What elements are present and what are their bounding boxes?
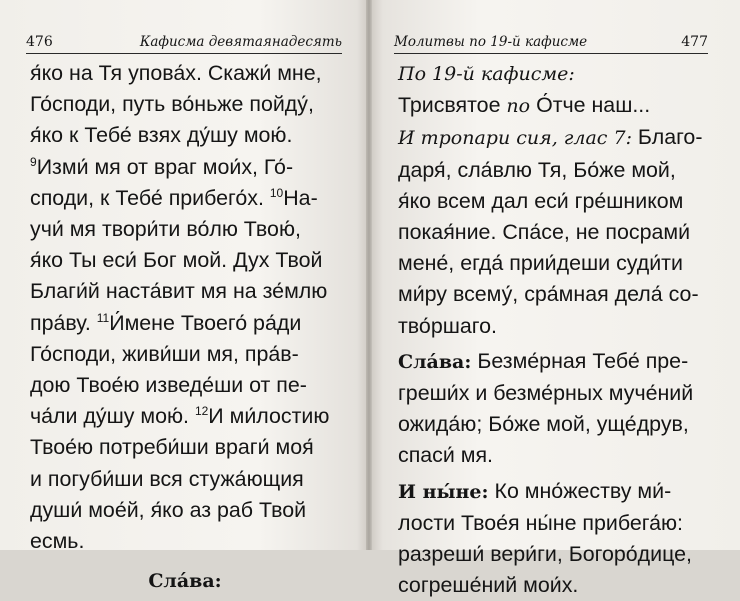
- verse-number: 11: [96, 310, 110, 325]
- now-line: И ны́не: Ко мно́жеству ми́-: [398, 478, 672, 503]
- text-line: Благи́й наста́вит мя на зе́млю: [30, 279, 328, 304]
- troparion-heading: И тропари сия, глас 7: Благо-: [398, 125, 703, 150]
- verse-number: 10: [269, 185, 284, 200]
- text-line: я́ко Ты еси́ Бог мой. Дух Твой: [30, 248, 323, 273]
- left-header-rule: [26, 53, 342, 54]
- glory-heading: Сла́ва:: [148, 570, 222, 593]
- right-header-rule: [394, 53, 708, 54]
- text-line: лости Твое́я ны́не прибега́ю:: [398, 510, 683, 535]
- text-line: я́ко всем дал еси́ гре́шником: [398, 188, 684, 213]
- verse-number: 9: [30, 154, 37, 169]
- rubric: По 19-й кафисме:: [398, 63, 575, 85]
- text-line: дою Твое́ю изведе́ши от пе-: [30, 373, 307, 398]
- text-line: и погуби́ши вся стужа́ющия: [30, 466, 304, 491]
- text-line: учи́ мя твори́ти во́лю Твою́,: [30, 217, 301, 242]
- text-line: даря́, сла́влю Тя, Бо́же мой,: [398, 157, 676, 182]
- text-line: я́ко к Тебе́ взях ду́шу мою́.: [30, 123, 293, 148]
- right-page: [368, 0, 740, 598]
- text-line: согреше́ний мои́х.: [398, 573, 579, 598]
- verse-number: 12: [194, 404, 209, 419]
- text-line: Го́споди, живи́ши мя, пра́в-: [30, 341, 299, 366]
- text-line: споди, к Тебе́ прибего́х. $^{10}$На-: [30, 185, 318, 210]
- left-page-text: [30, 58, 340, 597]
- text-line: ча́ли ду́шу мою́. $^{12}$И ми́лостию: [30, 404, 330, 429]
- text-line: греши́х и безме́рных муче́ний: [398, 381, 694, 406]
- text-line: покая́ние. Спа́се, не посрами́: [398, 220, 691, 245]
- text-line: пра́ву. $^{11}$И́мене Твоего́ ра́ди: [30, 310, 302, 335]
- glory-line: Сла́ва: Безме́рная Тебе́ пре-: [398, 348, 689, 373]
- text-line: мене́, егда́ прии́деши суди́ти: [398, 251, 683, 276]
- text-line: спаси́ мя.: [398, 443, 493, 468]
- text-line: я́ко на Тя упова́х. Скажи́ мне,: [30, 61, 322, 85]
- right-page-number: 477: [681, 34, 708, 50]
- left-page-number: 476: [26, 34, 53, 50]
- right-running-head: Молитвы по 19-й кафисме: [394, 34, 588, 50]
- text-line: Го́споди, путь во́ньже пойду́,: [30, 92, 314, 117]
- text-line: разреши́ вери́ги, Богоро́дице,: [398, 542, 692, 567]
- right-page-text: [398, 58, 720, 601]
- book-gutter: [366, 0, 372, 550]
- text-line: ми́ру всему́, сра́мная дела́ со-: [398, 282, 699, 307]
- text-line: души́ мое́й, я́ко аз раб Твой: [30, 497, 307, 522]
- text-line: $^9$Изми́ мя от враг мои́х, Го́-: [30, 154, 294, 179]
- left-page-header: [26, 30, 342, 50]
- trisagion-line: Трисвятое по О́тче наш...: [398, 93, 651, 118]
- left-running-head: Кафисма девятаянадесять: [139, 34, 342, 50]
- right-page-header: [394, 30, 708, 50]
- text-line: тво́ршаго.: [398, 313, 497, 338]
- left-page: [0, 0, 368, 593]
- text-line: ожида́ю; Бо́же мой, уще́друв,: [398, 412, 689, 437]
- text-line: есмь.: [30, 529, 85, 554]
- text-line: Твое́ю потреби́ши враги́ моя́: [30, 435, 314, 460]
